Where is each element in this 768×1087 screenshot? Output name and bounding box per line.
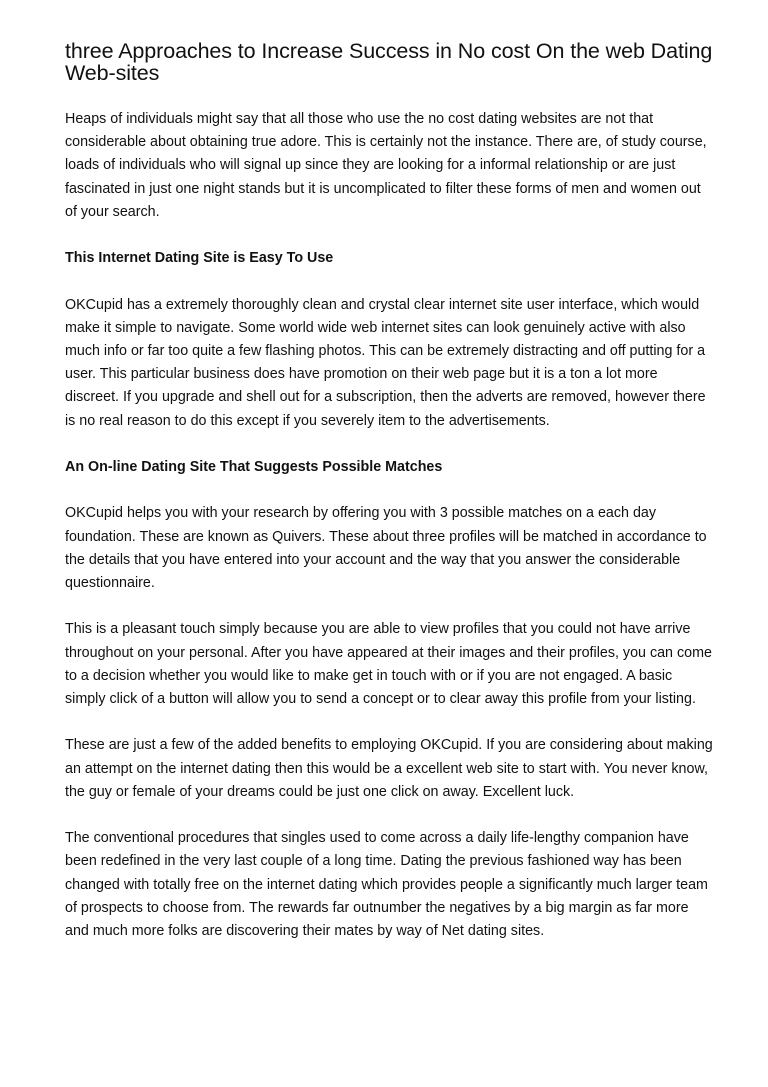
paragraph-view-profiles: This is a pleasant touch simply because you are able to view profiles that you could not have arrive throughout on your personal. After you have appeared at their images and their profiles, you can come to a decision whether you would like to make get in touch with or if you are not engaged. A basic simply click of a button will allow you to send a concept or to clear away this profile from your listing. <box>65 621 712 707</box>
paragraph-benefits: These are just a few of the added benefits to employing OKCupid. If you are considering about making an attempt on the internet dating then this would be a excellent web site to start with. You never know, the guy or female of your dreams could be just one click on away. Excellent luck. <box>65 737 713 800</box>
document-title: three Approaches to Increase Success in No cost On the web Dating Web-sites <box>65 39 713 85</box>
paragraph-conventional-procedures: The conventional procedures that singles used to come across a daily life-lengthy companion have been redefined in the very last couple of a long time. Dating the previous fashioned way has been changed with totally free on the internet dating which provides people a significantly much larger team of prospects to choose from. The rewards far outnumber the negatives by a big margin as far more and much more folks are discovering their mates by way of Net dating sites. <box>65 830 708 939</box>
section-paragraph-easy-to-use: OKCupid has a extremely thoroughly clean and crystal clear internet site user interface, which would make it simple to navigate. Some world wide web internet sites can look genuinely active with also much info or far too quite a few flashing photos. This can be extremely distracting and off putting for a user. This particular business does have promotion on their web page but it is a ton a lot more discreet. If you upgrade and shell out for a subscription, then the adverts are removed, however there is no real reason to do this except if you severely item to the advertisements. <box>65 296 706 429</box>
section-heading-possible-matches: An On-line Dating Site That Suggests Possible Matches <box>65 459 443 475</box>
paragraph-quivers: OKCupid helps you with your research by offering you with 3 possible matches on a each day foundation. These are known as Quivers. These about three profiles will be matched in accordance to the details that you have entered into your account and the way that you answer the considerable questionnaire. <box>65 505 707 591</box>
document-page <box>65 40 715 966</box>
intro-paragraph: Heaps of individuals might say that all those who use the no cost dating websites are not that considerable about obtaining true adore. This is certainly not the instance. There are, of study course, loads of individuals who will signal up since they are looking for a informal relationship or are just fascinated in just one night stands but it is uncomplicated to filter these forms of men and women out of your search. <box>65 111 707 220</box>
section-heading-easy-to-use: This Internet Dating Site is Easy To Use <box>65 250 334 267</box>
